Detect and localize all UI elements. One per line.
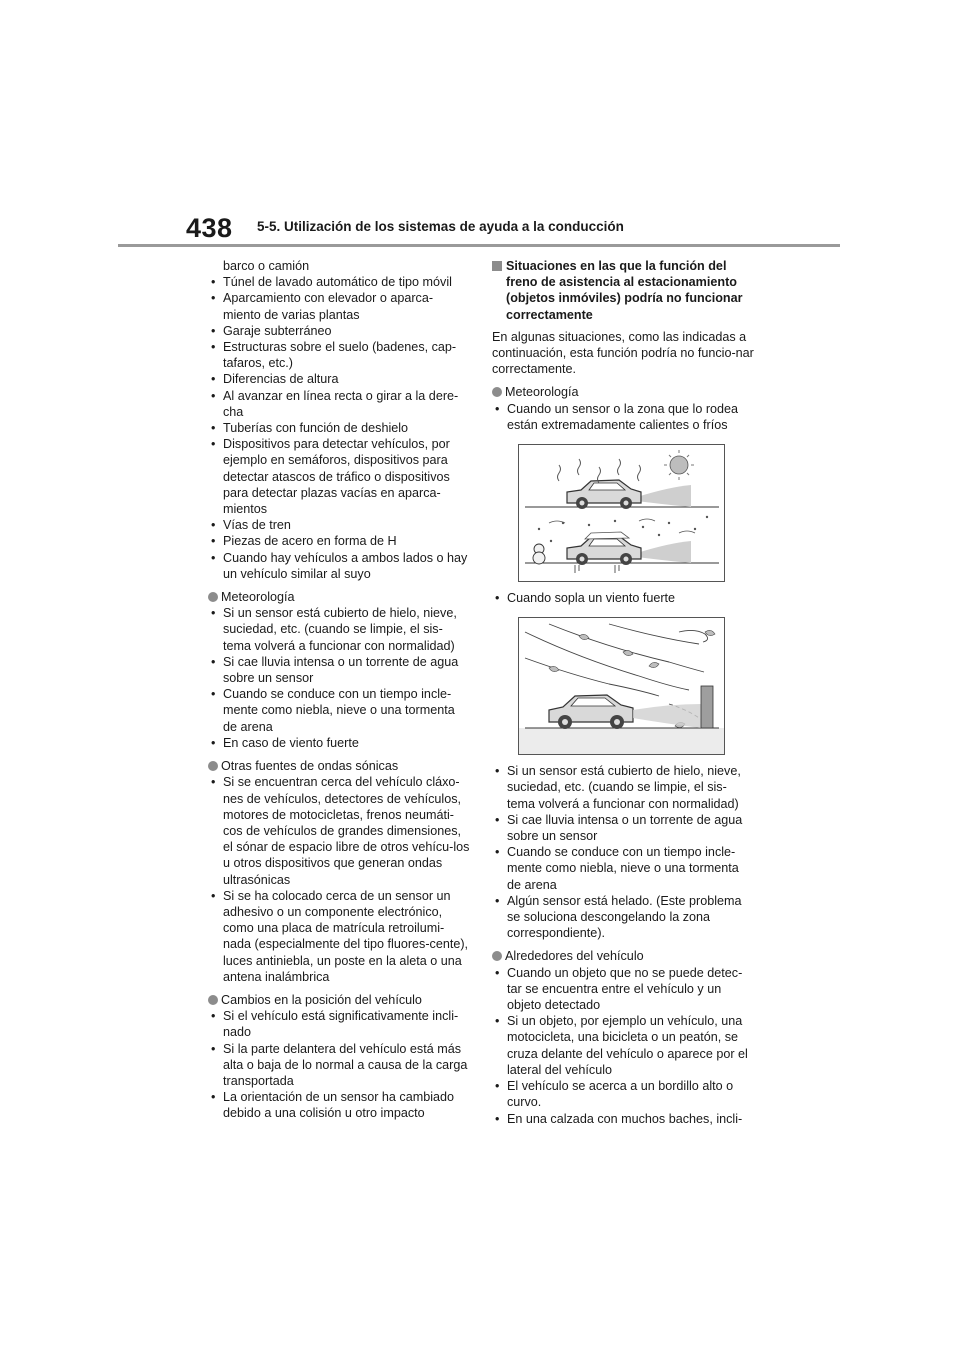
circle-bullet-icon (208, 761, 218, 771)
list-item: • Cuando se conduce con un tiempo incle-mente como niebla, nieve o una tormenta de arena (208, 686, 470, 735)
weather-heading: Meteorología (221, 590, 295, 605)
header-divider (118, 244, 840, 247)
list-item: • Estructuras sobre el suelo (badenes, cap-tafaros, etc.) (208, 339, 470, 371)
illustration-temperature (518, 444, 725, 582)
list-item: • Al avanzar en línea recta o girar a la dere-cha (208, 388, 470, 420)
car-icon (567, 532, 641, 565)
bullet-list-situations (208, 274, 470, 582)
list-item: • Dispositivos para detectar vehículos, por ejemplo en semáforos, dispositivos para detectar atascos de tráfico o dispositivos para detectar plazas vacías en aparca-mientos (208, 436, 470, 517)
weather-group (208, 589, 470, 751)
surroundings-heading: Alrededores del vehículo (505, 949, 644, 964)
list-item: • Garaje subterráneo (208, 323, 470, 339)
list-item: • Algún sensor está helado. (Este problema se soluciona descongelando la zona correspondiente). (492, 893, 754, 942)
list-item: • Si se encuentran cerca del vehículo cláxo-nes de vehículos, detectores de vehículos, motores de motocicletas, frenos neumáti-cos de vehículos de grandes dimensiones, el sónar de espacio libre de otros vehícu-los u otros dispositivos que generan ondas ultrasónicas (208, 774, 470, 887)
list-item: • Si cae lluvia intensa o un torrente de agua sobre un sensor (492, 812, 754, 844)
list-item: • Si se ha colocado cerca de un sensor un adhesivo o un componente electrónico, como una placa de matrícula retroilumi-nada (especialmente del tipo fluores-cente), luces antiniebla, un poste en la aleta o una antena inalámbrica (208, 888, 470, 985)
illustration-wind (518, 617, 725, 755)
sonic-heading: Otras fuentes de ondas sónicas (221, 759, 399, 774)
list-item: • En caso de viento fuerte (208, 735, 470, 751)
hot-cold-car-illustration (519, 445, 724, 581)
weather-heading: Meteorología (505, 385, 579, 400)
circle-bullet-icon (492, 951, 502, 961)
heat-waves-icon (558, 459, 641, 483)
circle-bullet-icon (208, 995, 218, 1005)
left-column (208, 258, 470, 1122)
list-item: • Tuberías con función de deshielo (208, 420, 470, 436)
sonic-group (208, 758, 470, 985)
car-icon (567, 480, 641, 509)
list-item: • Si un sensor está cubierto de hielo, nieve, suciedad, etc. (cuando se limpie, el sis-tema volverá a funcionar con normalidad) (492, 763, 754, 812)
surroundings-group (492, 948, 754, 1126)
list-item: • Cuando un sensor o la zona que lo rodea están extremadamente calientes o fríos (492, 401, 754, 433)
continued-text: barco o camión (223, 259, 310, 273)
list-item: • Cuando sopla un viento fuerte (492, 590, 754, 606)
list-item: • La orientación de un sensor ha cambiado debido a una colisión u otro impacto (208, 1089, 470, 1121)
list-item: • Si la parte delantera del vehículo está más alta o baja de lo normal a causa de la carga transportada (208, 1041, 470, 1090)
sun-icon (664, 450, 694, 480)
list-item: • Si un objeto, por ejemplo un vehículo, una motocicleta, una bicicleta o un peatón, se cruza delante del vehículo o aparece por el lateral del vehículo (492, 1013, 754, 1078)
list-item: • Túnel de lavado automático de tipo móvil (208, 274, 470, 290)
list-item: • Diferencias de altura (208, 371, 470, 387)
wind-car-illustration (519, 618, 724, 754)
right-column (492, 258, 754, 1127)
icicles-icon (575, 565, 619, 573)
list-item: • En una calzada con muchos baches, incli- (492, 1111, 754, 1127)
sensor-wave-icon (637, 485, 691, 507)
sensor-wave-icon (633, 704, 701, 728)
circle-bullet-icon (492, 387, 502, 397)
list-item: • Si cae lluvia intensa o un torrente de agua sobre un sensor (208, 654, 470, 686)
list-item: • Si el vehículo está significativamente incli-nado (208, 1008, 470, 1040)
list-item: • Si un sensor está cubierto de hielo, nieve, suciedad, etc. (cuando se limpie, el sis-tema volverá a funcionar con normalidad) (208, 605, 470, 654)
wind-lines-icon (549, 519, 695, 533)
snowman-icon (533, 544, 545, 564)
sensor-wave-icon (637, 541, 691, 563)
list-item: • Aparcamiento con elevador o aparca-miento de varias plantas (208, 290, 470, 322)
list-item: • Cuando un objeto que no se puede detec-tar se encuentra entre el vehículo y un objeto detectado (492, 965, 754, 1014)
wall-icon (701, 686, 713, 728)
intro-paragraph: En algunas situaciones, como las indicadas a continuación, esta función podría no funcio-nar correctamente. (492, 329, 754, 377)
ground-icon (519, 728, 724, 754)
box-heading: Situaciones en las que la función del freno de asistencia al estacionamiento (objetos inmóviles) podría no funcionar correctamente (492, 258, 754, 323)
section-title: 5-5. Utilización de los sistemas de ayuda a la conducción (257, 219, 624, 234)
list-item: • Vías de tren (208, 517, 470, 533)
page-number: 438 (186, 213, 233, 243)
list-item: • El vehículo se acerca a un bordillo alto o curvo. (492, 1078, 754, 1110)
car-icon (549, 695, 633, 729)
position-heading: Cambios en la posición del vehículo (221, 992, 422, 1007)
square-bullet-icon (492, 261, 502, 271)
position-group (208, 992, 470, 1122)
list-item: • Piezas de acero en forma de H (208, 533, 470, 549)
list-item: • Cuando hay vehículos a ambos lados o hay un vehículo similar al suyo (208, 550, 470, 582)
circle-bullet-icon (208, 592, 218, 602)
weather-group-right (492, 384, 754, 941)
list-item: • Cuando se conduce con un tiempo incle-mente como niebla, nieve o una tormenta de arena (492, 844, 754, 893)
